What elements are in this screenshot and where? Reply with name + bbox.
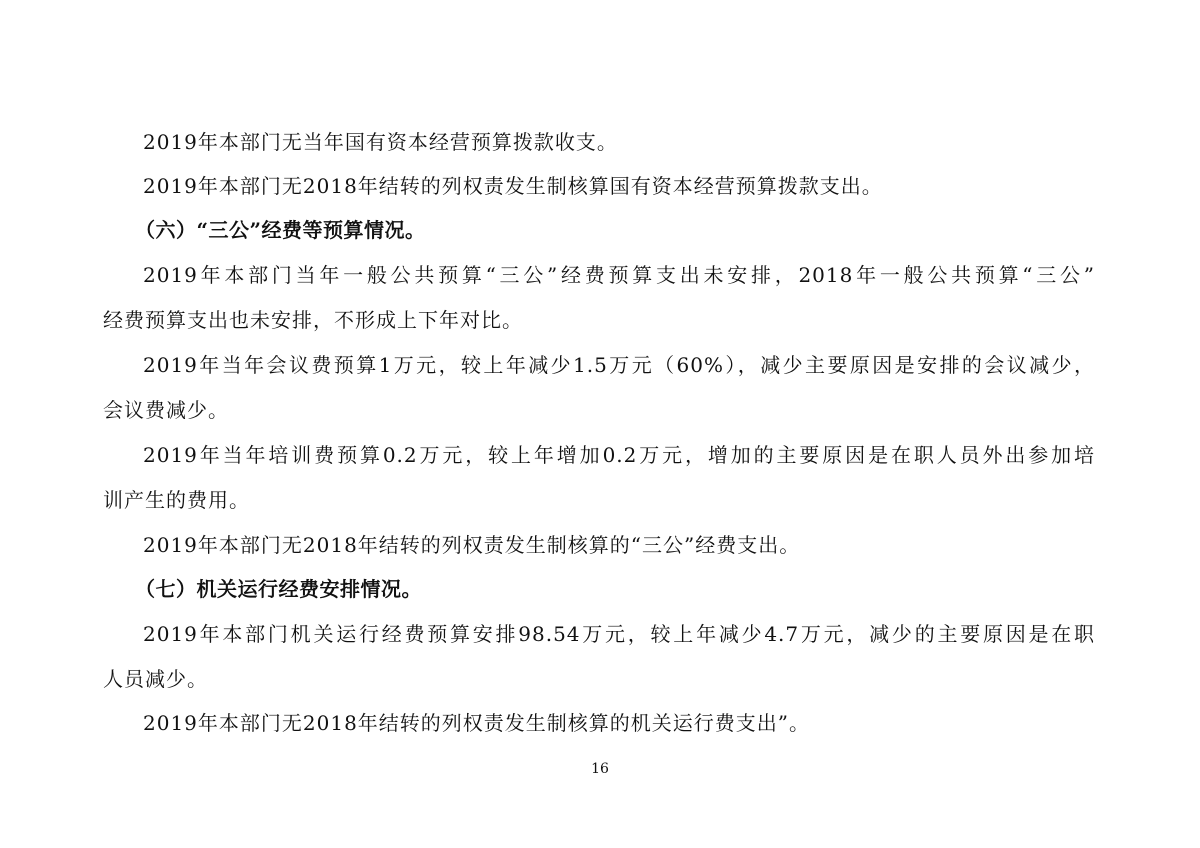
section-heading-operating-expenses: （七）机关运行经费安排情况。: [135, 577, 422, 601]
paragraph-operating-expenses-line2: 人员减少。: [103, 667, 208, 691]
paragraph-three-public-line1: 2019年本部门当年一般公共预算“三公”经费预算支出未安排，2018年一般公共预算“三公”: [143, 263, 1095, 287]
paragraph-three-public-carryover-none: 2019年本部门无2018年结转的列权责发生制核算的“三公”经费支出。: [143, 533, 801, 557]
paragraph-operating-carryover-none: 2019年本部门无2018年结转的列权责发生制核算的机关运行费支出”。: [143, 711, 811, 735]
section-heading-three-public-expenses: （六）“三公”经费等预算情况。: [135, 218, 426, 242]
paragraph-three-public-line2: 经费预算支出也未安排，不形成上下年对比。: [103, 308, 523, 332]
paragraph-state-capital-carryover-none: 2019年本部门无2018年结转的列权责发生制核算国有资本经营预算拨款支出。: [143, 174, 883, 198]
paragraph-training-fee-line1: 2019年当年培训费预算0.2万元，较上年增加0.2万元，增加的主要原因是在职人员外出参加培: [143, 443, 1095, 467]
paragraph-meeting-fee-line1: 2019年当年会议费预算1万元，较上年减少1.5万元（60%），减少主要原因是安排的会议减少，: [143, 353, 1095, 377]
paragraph-operating-expenses-line1: 2019年本部门机关运行经费预算安排98.54万元，较上年减少4.7万元，减少的主要原因是在职: [143, 622, 1095, 646]
page-number: 16: [591, 761, 609, 777]
paragraph-meeting-fee-line2: 会议费减少。: [103, 398, 229, 422]
paragraph-state-capital-none: 2019年本部门无当年国有资本经营预算拨款收支。: [143, 130, 618, 154]
paragraph-training-fee-line2: 训产生的费用。: [103, 488, 250, 512]
